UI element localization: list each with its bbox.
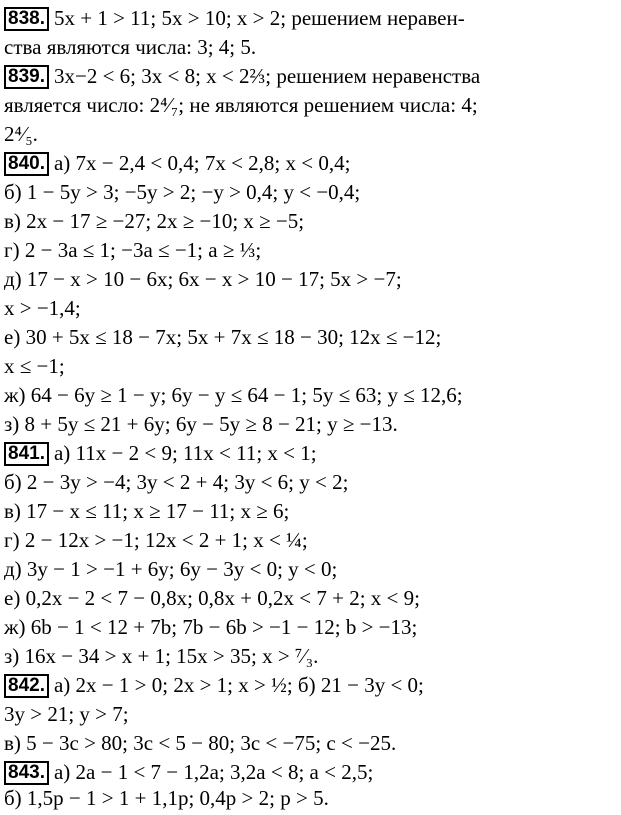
line-1: [4, 4, 465, 33]
problem-number: 840.: [4, 152, 49, 176]
line-9: [4, 236, 261, 265]
problem-number: 843.: [4, 761, 49, 785]
line-text: б) 1 − 5y > 3; −5y > 2; −y > 0,4; y < −0,4;: [4, 180, 361, 204]
line-text: б) 1,5p − 1 > 1 + 1,1p; 0,4p > 2; p > 5.: [4, 786, 329, 810]
line-16: [4, 439, 317, 468]
line-text: ства являются числа: 3; 4; 5.: [4, 35, 257, 59]
line-6: [4, 149, 350, 178]
line-text: г) 2 − 3a ≤ 1; −3a ≤ −1; a ≥ ⅓;: [4, 238, 262, 262]
line-26: [4, 729, 396, 758]
line-4: [4, 91, 478, 120]
line-text: а) 11x − 2 < 9; 11x < 11; x < 1;: [53, 441, 317, 465]
line-text: 5x + 1 > 11; 5x > 10; x > 2; решением неравен-: [53, 6, 465, 30]
line-7: [4, 178, 360, 207]
line-text: x ≤ −1;: [4, 354, 65, 378]
line-18: [4, 497, 289, 526]
line-17: [4, 468, 348, 497]
line-text: з) 8 + 5y ≤ 21 + 6y; 6y − 5y ≥ 8 − 21; y ≥ −13.: [4, 412, 398, 436]
line-text: 3y > 21; y > 7;: [4, 702, 129, 726]
line-text: е) 30 + 5x ≤ 18 − 7x; 5x + 7x ≤ 18 − 30; 12x ≤ −12;: [4, 325, 442, 349]
line-text: является число: 2⁴⁄₇; не являются решением числа: 4;: [4, 93, 478, 117]
line-5: [4, 120, 38, 149]
line-text: ж) 64 − 6y ≥ 1 − y; 6y − y ≤ 64 − 1; 5y ≤ 63; y ≤ 12,6;: [4, 383, 463, 407]
line-24: [4, 671, 424, 700]
line-10: [4, 265, 402, 294]
line-14: [4, 381, 463, 410]
line-text: в) 5 − 3c > 80; 3c < 5 − 80; 3c < −75; c < −25.: [4, 731, 397, 755]
line-22: [4, 613, 417, 642]
line-text: а) 2x − 1 > 0; 2x > 1; x > ½; б) 21 − 3y < 0;: [53, 673, 424, 697]
problem-number: 842.: [4, 674, 49, 698]
line-25: [4, 700, 129, 729]
line-21: [4, 584, 420, 613]
line-3: [4, 62, 480, 91]
line-text: б) 2 − 3y > −4; 3y < 2 + 4; 3y < 6; y < 2;: [4, 470, 349, 494]
line-text: а) 7x − 2,4 < 0,4; 7x < 2,8; x < 0,4;: [53, 151, 351, 175]
line-27: [4, 758, 373, 787]
line-text: в) 2x − 17 ≥ −27; 2x ≥ −10; x ≥ −5;: [4, 209, 305, 233]
line-23: [4, 642, 318, 671]
line-text: г) 2 − 12x > −1; 12x < 2 + 1; x < ¼;: [4, 528, 308, 552]
line-text: ж) 6b − 1 < 12 + 7b; 7b − 6b > −1 − 12; b > −13;: [4, 615, 418, 639]
line-text: з) 16x − 34 > x + 1; 15x > 35; x > ⁷⁄₃.: [4, 644, 319, 668]
line-text: а) 2a − 1 < 7 − 1,2a; 3,2a < 8; a < 2,5;: [53, 760, 374, 784]
line-12: [4, 323, 441, 352]
line-text: 2⁴⁄₅.: [4, 122, 38, 146]
problem-number: 841.: [4, 442, 49, 466]
line-text: д) 17 − x > 10 − 6x; 6x − x > 10 − 17; 5x > −7;: [4, 267, 402, 291]
line-text: е) 0,2x − 2 < 7 − 0,8x; 0,8x + 0,2x < 7 + 2; x < 9;: [4, 586, 420, 610]
line-8: [4, 207, 304, 236]
line-text: x > −1,4;: [4, 296, 81, 320]
line-13: [4, 352, 65, 381]
problem-number: 838.: [4, 7, 49, 31]
line-15: [4, 410, 398, 439]
line-text: д) 3y − 1 > −1 + 6y; 6y − 3y < 0; y < 0;: [4, 557, 338, 581]
line-28: [4, 784, 329, 813]
line-text: 3x−2 < 6; 3x < 8; x < 2⅔; решением неравенства: [53, 64, 481, 88]
line-19: [4, 526, 308, 555]
problem-number: 839.: [4, 65, 49, 89]
line-text: в) 17 − x ≤ 11; x ≥ 17 − 11; x ≥ 6;: [4, 499, 290, 523]
line-11: [4, 294, 81, 323]
line-20: [4, 555, 337, 584]
line-2: [4, 33, 256, 62]
